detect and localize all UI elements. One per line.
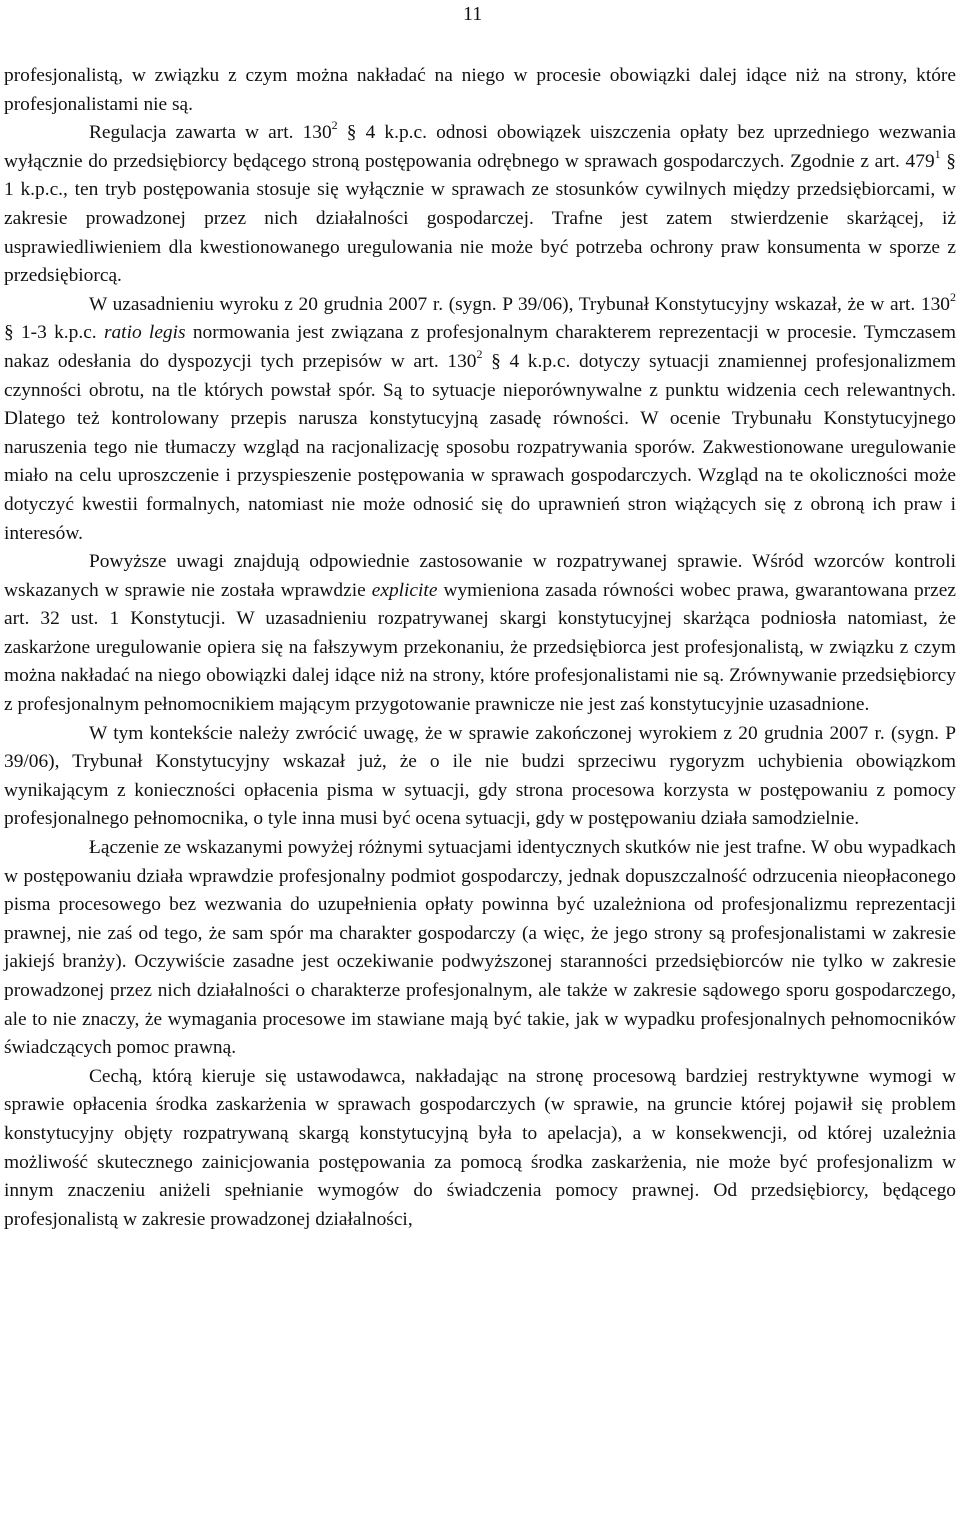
superscript: 1: [934, 146, 941, 161]
superscript: 2: [476, 346, 483, 361]
superscript: 2: [331, 118, 338, 133]
paragraph: [4, 548, 956, 720]
paragraph: [4, 291, 956, 548]
text-run: § 4 k.p.c. dotyczy sytuacji znamiennej profesjonalizmem czynności obrotu, na tle których powstał spór. Są to sytuacje nieporównywalne z punktu widzenia cech relewantnych. Dlatego też kontrolowany przepis narusza konstytucyjną zasadę równości. W ocenie Trybunału Konstytucyjnego naruszenia tego nie tłumaczy wzgląd na racjonalizację sposobu rozpatrywania sporów. Zakwestionowane uregulowanie miało na celu uproszczenie i przyspieszenie postępowania w sprawach gospodarczych. Wzgląd na te okoliczności może dotyczyć kwestii formalnych, natomiast nie może odnosić się do uprawnień stron wiążących się z obroną ich praw i interesów.: [4, 350, 956, 544]
paragraph: [4, 62, 956, 119]
superscript: 2: [950, 289, 956, 304]
paragraph: [4, 119, 956, 291]
text-run: Powyższe uwagi znajdują odpowiednie zastosowanie w rozpatrywanej sprawie. Wśród wzorców kontroli wskazanych w sprawie nie została wprawdzie: [4, 551, 956, 601]
text-run: Cechą, którą kieruje się ustawodawca, nakładając na stronę procesową bardziej restryktywne wymogi w sprawie opłacenia środka zaskarżenia w sprawach gospodarczych (w sprawie, na gruncie której pojawił się problem konstytucyjny objęty rozpatrywaną skargą konstytucyjną była to apelacja), a w konsekwencji, od której uzależnia możliwość skutecznego zainicjowania postępowania za pomocą środka zaskarżenia, nie może być profesjonalizm w innym znaczeniu aniżeli spełnianie wymogów do świadczenia pomocy prawnej. Od przedsiębiorcy, będącego profesjonalistą w zakresie prowadzonej działalności,: [4, 1065, 956, 1230]
italic-term: explicite: [371, 579, 438, 601]
page-number: 11: [463, 3, 483, 25]
text-run: § 1-3 k.p.c.: [4, 322, 104, 344]
italic-term: ratio legis: [103, 322, 186, 344]
paragraph: [4, 834, 956, 1063]
text-run: § 1 k.p.c., ten tryb postępowania stosuje się wyłącznie w sprawach ze stosunków cywilnych między przedsiębiorcami, w zakresie prowadzonej przez nich działalności gospodarczej. Trafne jest zatem stwierdzenie skarżącej, iż usprawiedliwieniem dla kwestionowanego uregulowania nie może być potrzeba ochrony praw konsumenta w sporze z przedsiębiorcą.: [4, 150, 956, 287]
text-run: normowania jest związana z profesjonalnym charakterem reprezentacji w procesie. Tymczasem nakaz odesłania do dyspozycji tych przepisów w art. 130: [4, 322, 956, 372]
text-run: W tym kontekście należy zwrócić uwagę, że w sprawie zakończonej wyrokiem z 20 grudnia 2007 r. (sygn. P 39/06), Trybunał Konstytucyjny wskazał już, że o ile nie budzi sprzeciwu rygoryzm uchybienia obowiązkom wynikającym z konieczności opłacenia pisma w sytuacji, gdy strona procesowa korzysta w postępowaniu z pomocy profesjonalnego pełnomocnika, o tyle inna musi być ocena sytuacji, gdy w postępowaniu działa samodzielnie.: [4, 722, 956, 830]
text-run: Łączenie ze wskazanymi powyżej różnymi sytuacjami identycznych skutków nie jest trafne. W obu wypadkach w postępowaniu działa wprawdzie profesjonalny podmiot gospodarczy, jednak dopuszczalność odrzucenia nieopłaconego pisma procesowego bez wezwania do uzupełnienia opłaty powinna być uzależniona od profesjonalizmu reprezentacji prawnej, nie zaś od tego, że sam spór ma charakter gospodarczy (a więc, że jego strony są profesjonalistami w zakresie jakiejś branży). Oczywiście zasadne jest oczekiwanie podwyższonej staranności przedsiębiorców nie tylko w zakresie prowadzonej przez nich działalności o charakterze profesjonalnym, ale także w zakresie sądowego sporu gospodarczego, ale to nie znaczy, że wymagania procesowe im stawiane mają być takie, jak w wypadku profesjonalnych pełnomocników świadczących pomoc prawną.: [4, 837, 956, 1059]
paragraph: [4, 720, 956, 834]
paragraph: [4, 1063, 956, 1235]
text-run: § 4 k.p.c. odnosi obowiązek uiszczenia opłaty bez uprzedniego wezwania wyłącznie do przedsiębiorcy będącego stroną postępowania odrębnego w sprawach gospodarczych. Zgodnie z art. 479: [4, 122, 956, 172]
document-body: [4, 62, 956, 1234]
text-run: Regulacja zawarta w art. 130: [89, 122, 332, 144]
text-run: W uzasadnieniu wyroku z 20 grudnia 2007 r. (sygn. P 39/06), Trybunał Konstytucyjny wskazał, że w art. 130: [89, 293, 950, 315]
text-run: profesjonalistą, w związku z czym można nakładać na niego w procesie obowiązki dalej idące niż na strony, które profesjonalistami nie są.: [4, 65, 956, 115]
text-run: wymieniona zasada równości wobec prawa, gwarantowana przez art. 32 ust. 1 Konstytucji. W uzasadnieniu rozpatrywanej skargi konstytucyjnej skarżąca podniosła natomiast, że zaskarżone uregulowanie opiera się na fałszywym przekonaniu, że przedsiębiorca jest profesjonalistą, w związku z czym można nakładać na niego obowiązki dalej idące niż na strony, które profesjonalistami nie są. Zrównywanie przedsiębiorcy z profesjonalnym pełnomocnikiem mającym przygotowanie prawnicze nie jest zaś konstytucyjnie uzasadnione.: [4, 579, 956, 716]
